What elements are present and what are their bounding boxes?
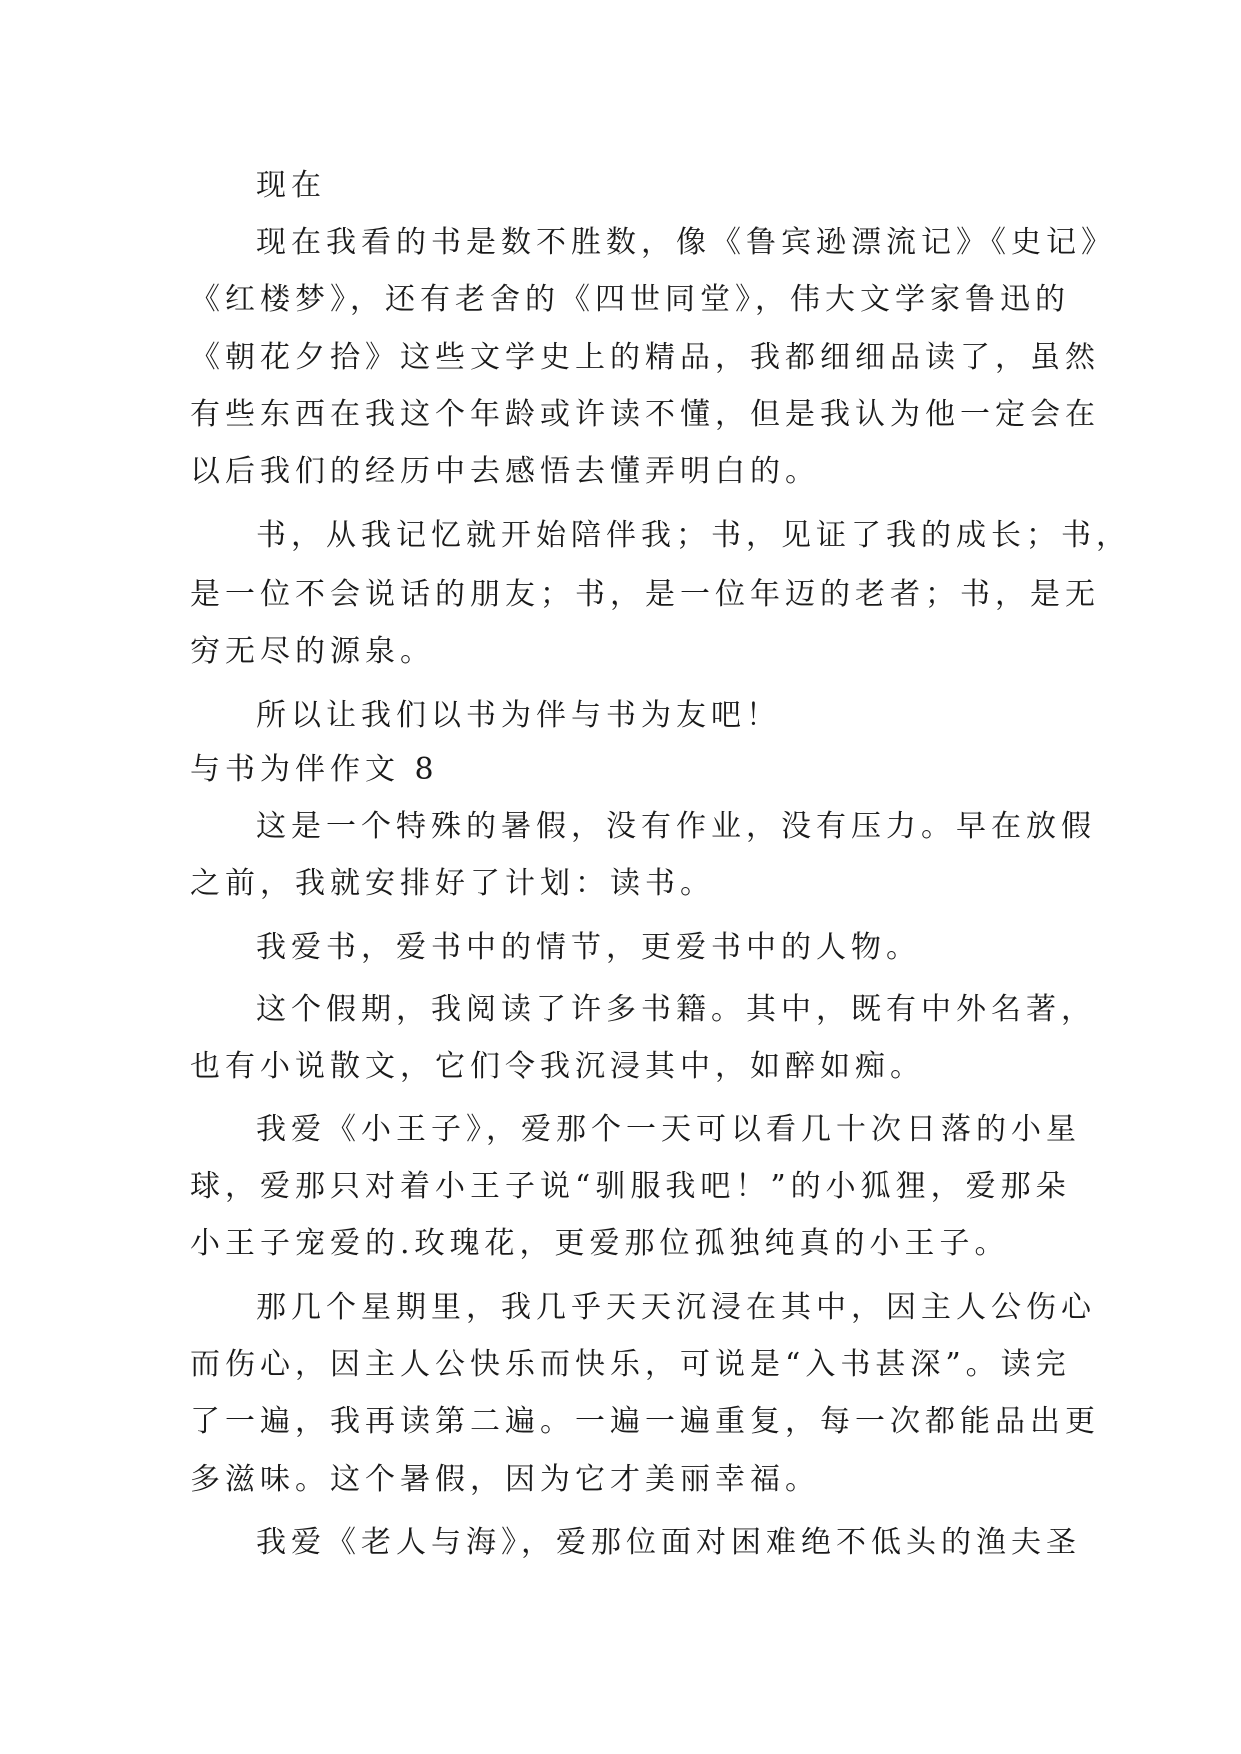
text-line: 而伤心，因主人公快乐而快乐，可说是“入书甚深”。读完 [190, 1347, 1071, 1382]
text-line: 书，从我记忆就开始陪伴我；书，见证了我的成长；书， [256, 518, 1131, 553]
text-line: 现在 [256, 168, 326, 203]
text-line: 是一位不会说话的朋友；书，是一位年迈的老者；书，是无 [190, 577, 1100, 612]
text-line: 我爱书，爱书中的情节，更爱书中的人物。 [256, 930, 921, 965]
text-line: 那几个星期里，我几乎天天沉浸在其中，因主人公伤心 [256, 1290, 1096, 1325]
text-line: 了一遍，我再读第二遍。一遍一遍重复，每一次都能品出更 [190, 1404, 1100, 1439]
section-heading: 与书为伴作文 8 [190, 752, 439, 787]
text-line: 穷无尽的源泉。 [190, 634, 435, 669]
text-line: 之前，我就安排好了计划：读书。 [190, 866, 715, 901]
text-line: 球，爱那只对着小王子说“驯服我吧！”的小狐狸，爱那朵 [190, 1169, 1071, 1204]
text-line: 有些东西在我这个年龄或许读不懂，但是我认为他一定会在 [190, 397, 1100, 432]
text-line: 这个假期，我阅读了许多书籍。其中，既有中外名著， [256, 992, 1096, 1027]
text-line: 这是一个特殊的暑假，没有作业，没有压力。早在放假 [256, 809, 1096, 844]
text-line: 我爱《小王子》，爱那个一天可以看几十次日落的小星 [256, 1112, 1081, 1147]
text-line: 《红楼梦》，还有老舍的《四世同堂》，伟大文学家鲁迅的 [190, 282, 1070, 317]
text-line: 以后我们的经历中去感悟去懂弄明白的。 [190, 454, 820, 489]
text-line: 我爱《老人与海》，爱那位面对困难绝不低头的渔夫圣 [256, 1525, 1081, 1560]
text-line: 也有小说散文，它们令我沉浸其中，如醉如痴。 [190, 1049, 925, 1084]
text-line: 现在我看的书是数不胜数，像《鲁宾逊漂流记》《史记》 [256, 225, 1116, 260]
text-line: 《朝花夕拾》这些文学史上的精品，我都细细品读了，虽然 [190, 340, 1100, 375]
text-line: 多滋味。这个暑假，因为它才美丽幸福。 [190, 1462, 820, 1497]
text-line: 小王子宠爱的.玫瑰花，更爱那位孤独纯真的小王子。 [190, 1226, 1010, 1261]
text-line: 所以让我们以书为伴与书为友吧！ [256, 698, 781, 733]
